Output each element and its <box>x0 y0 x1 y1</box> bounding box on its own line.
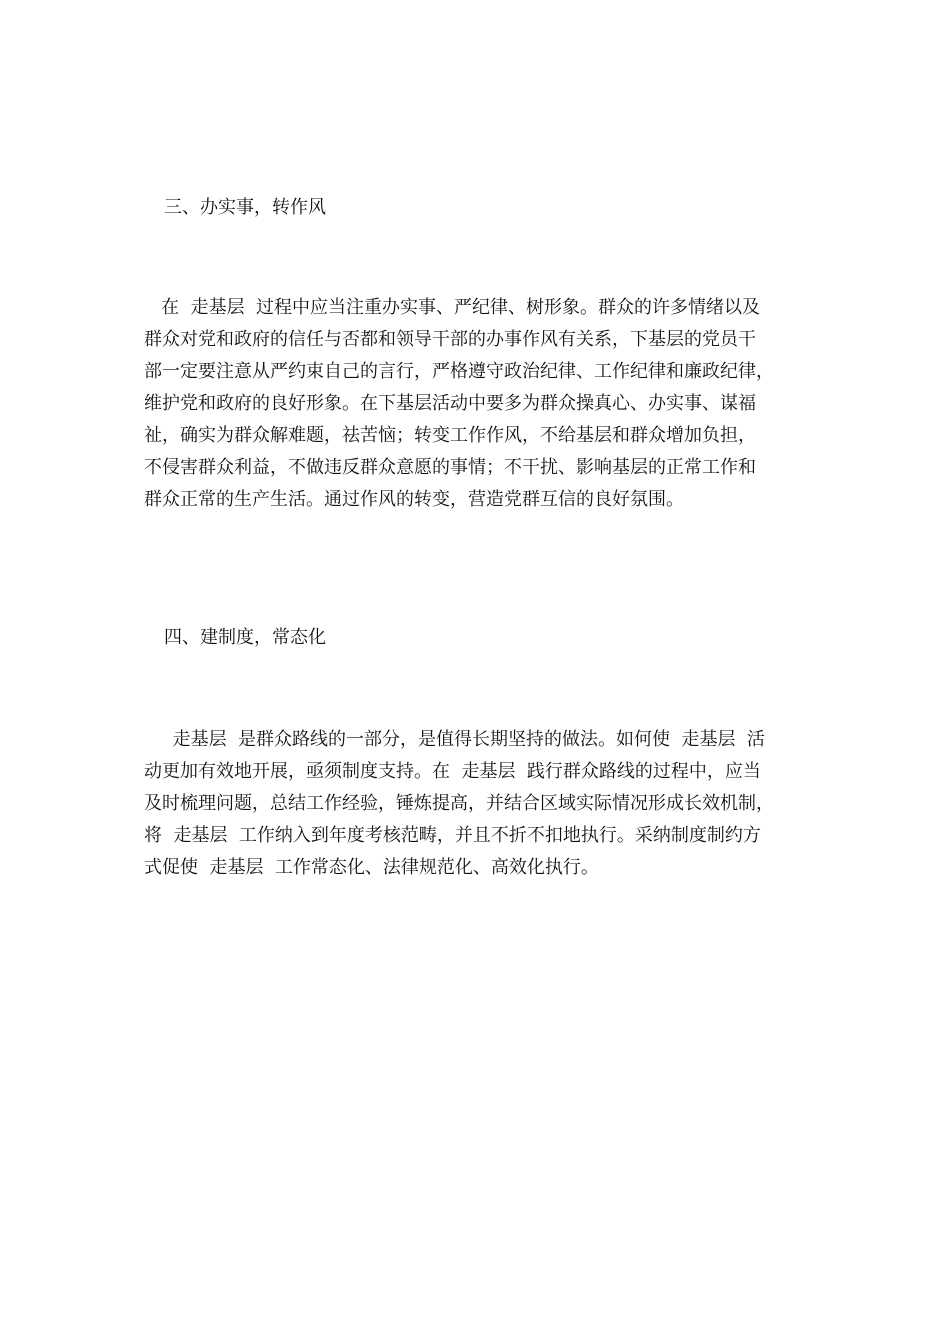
section-heading-3: 三、办实事，转作风 <box>164 197 326 218</box>
paragraph-line: 不侵害群众利益，不做违反群众意愿的事情；不干扰、影响基层的正常工作和 <box>144 457 756 478</box>
paragraph-line: 维护党和政府的良好形象。在下基层活动中要多为群众操真心、办实事、谋福 <box>144 393 756 414</box>
paragraph-line: 动更加有效地开展，亟须制度支持。在 走基层 践行群众路线的过程中，应当 <box>144 761 761 782</box>
paragraph-line: 走基层 是群众路线的一部分，是值得长期坚持的做法。如何使 走基层 活 <box>144 729 765 750</box>
paragraph-line: 群众正常的生产生活。通过作风的转变，营造党群互信的良好氛围。 <box>144 489 684 510</box>
paragraph-line: 式促使 走基层 工作常态化、法律规范化、高效化执行。 <box>144 857 599 878</box>
section-paragraph-3 <box>144 292 824 516</box>
paragraph-line: 在 走基层 过程中应当注重办实事、严纪律、树形象。群众的许多情绪以及 <box>144 297 761 318</box>
paragraph-line: 部一定要注意从严约束自己的言行，严格遵守政治纪律、工作纪律和廉政纪律， <box>144 361 774 382</box>
paragraph-line: 祉，确实为群众解难题，祛苦恼；转变工作作风，不给基层和群众增加负担， <box>144 425 756 446</box>
paragraph-line: 将 走基层 工作纳入到年度考核范畴，并且不折不扣地执行。采纳制度制约方 <box>144 825 761 846</box>
section-heading-4: 四、建制度，常态化 <box>164 627 326 648</box>
paragraph-line: 群众对党和政府的信任与否都和领导干部的办事作风有关系，下基层的党员干 <box>144 329 756 350</box>
paragraph-line: 及时梳理问题，总结工作经验，锤炼提高，并结合区域实际情况形成长效机制， <box>144 793 774 814</box>
section-paragraph-4 <box>144 724 824 884</box>
